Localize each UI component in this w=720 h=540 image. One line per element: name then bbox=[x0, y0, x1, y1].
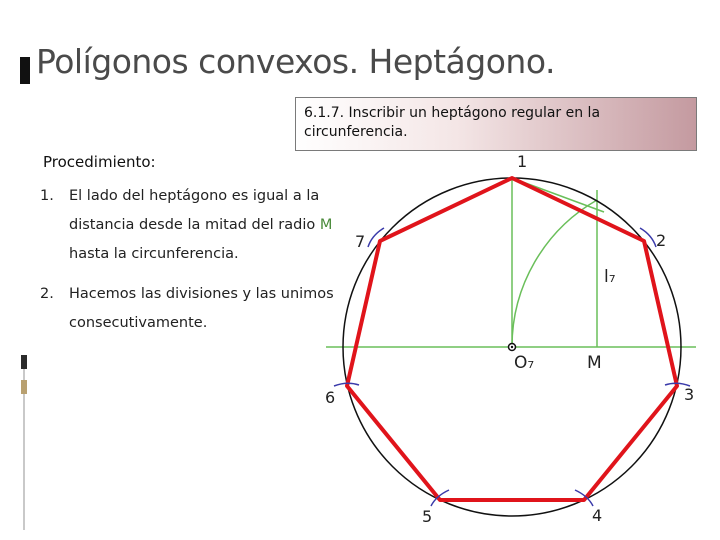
step-text: Hacemos las divisiones y las unimos consecutivamente. bbox=[69, 286, 334, 331]
center-label: O₇ bbox=[514, 353, 535, 373]
vertex-label-6: 6 bbox=[325, 388, 336, 407]
vertex-label-3: 3 bbox=[684, 385, 695, 404]
construction-arc bbox=[512, 200, 597, 347]
vertex-label-7: 7 bbox=[355, 232, 366, 251]
vertex-label-1: 1 bbox=[517, 152, 528, 171]
step-number: 1. bbox=[40, 188, 54, 204]
step-text-continuation: hasta la circunferencia. bbox=[69, 246, 239, 262]
midpoint-label: M bbox=[587, 353, 602, 373]
side-label: l₇ bbox=[604, 267, 616, 287]
division-arc bbox=[368, 228, 384, 247]
division-arc bbox=[640, 228, 656, 247]
step-point-m: M bbox=[319, 217, 333, 233]
vertex-label-5: 5 bbox=[422, 507, 433, 526]
step-text: El lado del heptágono es igual a la distancia desde la mitad del radio bbox=[69, 188, 320, 233]
caption-box: 6.1.7. Inscribir un heptágono regular en la circunferencia. bbox=[295, 97, 697, 151]
vertex-label-4: 4 bbox=[592, 506, 603, 525]
step-number: 2. bbox=[40, 286, 54, 302]
center-dot bbox=[511, 346, 513, 348]
procedure-heading: Procedimiento: bbox=[43, 153, 156, 171]
page-title: Polígonos convexos. Heptágono. bbox=[36, 42, 555, 81]
vertex-label-2: 2 bbox=[656, 231, 667, 250]
